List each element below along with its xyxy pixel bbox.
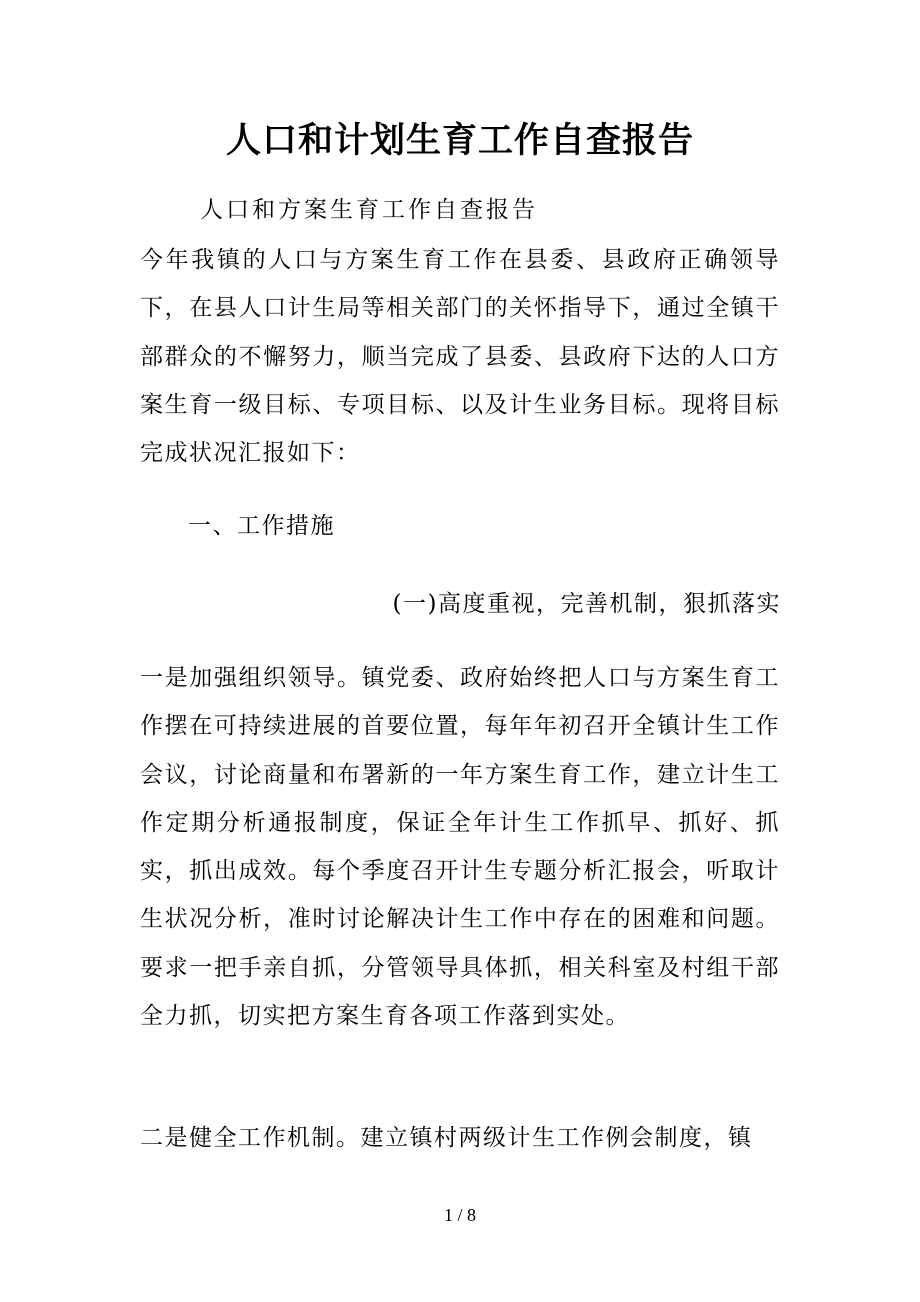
body-paragraph-1: 一是加强组织领导。镇党委、政府始终把人口与方案生育工作摆在可持续进展的首要位置，每年年初召开全镇计生工作会议，讨论商量和布署新的一年方案生育工作，建立计生工作定期分析通报制度，保证全年计生工作抓早、抓好、抓实，抓出成效。每个季度召开计生专题分析汇报会，听取计生状况分析，准时讨论解决计生工作中存在的困难和问题。要求一把手亲自抓，分管领导具体抓，相关科室及村组干部全力抓，切实把方案生育各项工作落到实处。 bbox=[140, 665, 780, 1030]
subsection-heading: (一)高度重视，完善机制，狠抓落实 bbox=[392, 591, 781, 617]
section-heading: 一、工作措施 bbox=[188, 513, 335, 539]
document-subtitle: 人口和方案生育工作自查报告 bbox=[200, 197, 538, 223]
intro-paragraph: 今年我镇的人口与方案生育工作在县委、县政府正确领导下，在县人口计生局等相关部门的关怀指导下，通过全镇干部群众的不懈努力，顺当完成了县委、县政府下达的人口方案生育一级目标、专项目标、以及计生业务目标。现将目标完成状况汇报如下： bbox=[140, 247, 780, 467]
body-paragraph-2: 二是健全工作机制。建立镇村两级计生工作例会制度，镇 bbox=[140, 1125, 753, 1151]
page-number: 1 / 8 bbox=[443, 1205, 476, 1225]
document-title: 人口和计划生育工作自查报告 bbox=[225, 121, 694, 161]
